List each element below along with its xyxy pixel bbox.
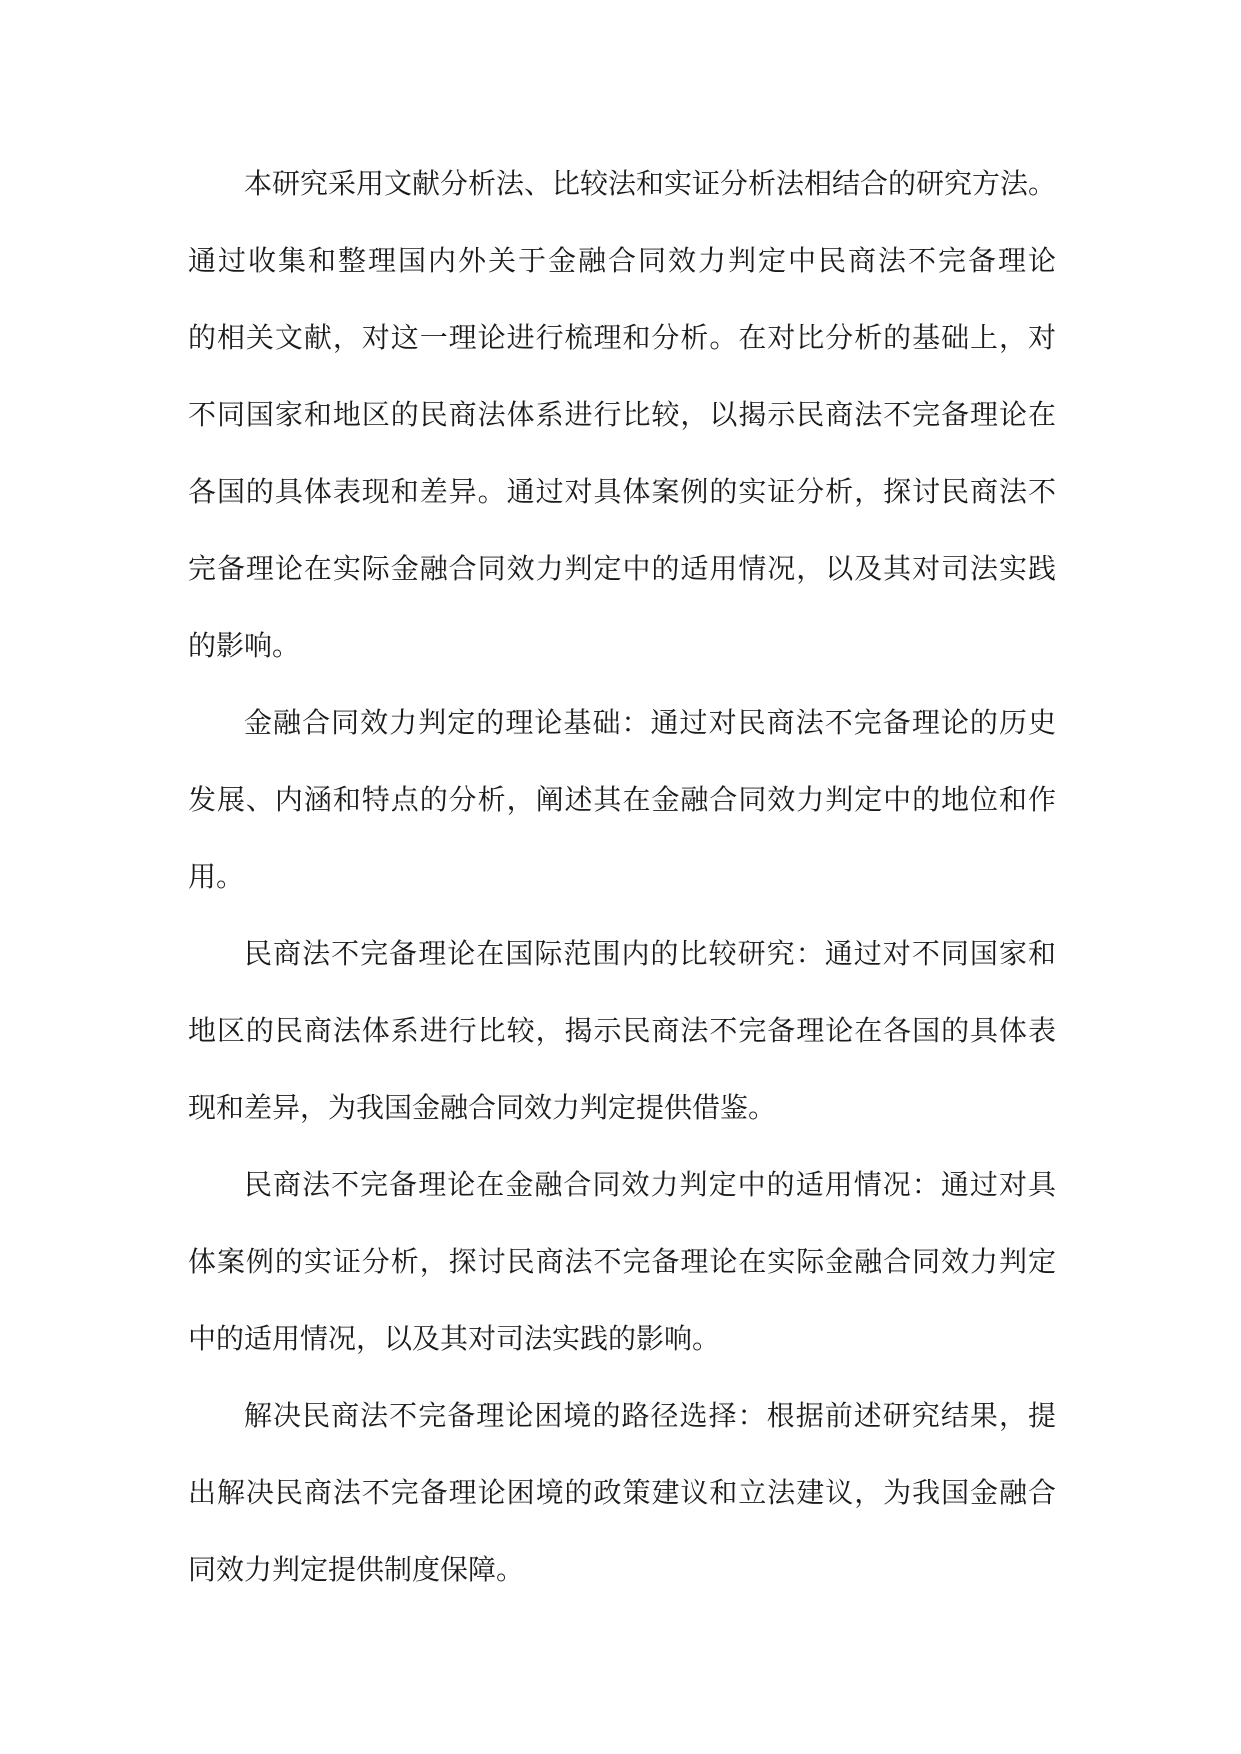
paragraph-line: 现和差异，为我国金融合同效力判定提供借鉴。 — [188, 1091, 777, 1124]
paragraph-line: 民商法不完备理论在国际范围内的比较研究：通过对不同国家和 — [244, 937, 1056, 970]
paragraph-line: 中的适用情况，以及其对司法实践的影响。 — [188, 1322, 721, 1355]
paragraph-line: 用。 — [188, 860, 245, 893]
paragraph-line: 通过收集和整理国内外关于金融合同效力判定中民商法不完备理论 — [188, 244, 1056, 277]
paragraph-line: 的相关文献，对这一理论进行梳理和分析。在对比分析的基础上，对 — [188, 321, 1056, 354]
paragraph-line: 出解决民商法不完备理论困境的政策建议和立法建议，为我国金融合 — [188, 1476, 1056, 1509]
paragraph-line: 同效力判定提供制度保障。 — [188, 1553, 525, 1586]
paragraph-theoretical-basis — [188, 684, 1056, 915]
paragraph-application — [188, 1146, 1056, 1377]
document-body — [188, 145, 1056, 1608]
paragraph-line: 的影响。 — [188, 629, 301, 662]
paragraph-international-comparison — [188, 915, 1056, 1146]
paragraph-line: 发展、内涵和特点的分析，阐述其在金融合同效力判定中的地位和作 — [188, 783, 1056, 816]
paragraph-line: 本研究采用文献分析法、比较法和实证分析法相结合的研究方法。 — [244, 167, 1057, 200]
paragraph-line: 解决民商法不完备理论困境的路径选择：根据前述研究结果，提 — [244, 1399, 1056, 1432]
paragraph-research-methods — [188, 145, 1056, 684]
paragraph-line: 金融合同效力判定的理论基础：通过对民商法不完备理论的历史 — [244, 706, 1056, 739]
paragraph-line: 不同国家和地区的民商法体系进行比较，以揭示民商法不完备理论在 — [188, 398, 1056, 431]
paragraph-solution-path — [188, 1377, 1056, 1608]
paragraph-line: 民商法不完备理论在金融合同效力判定中的适用情况：通过对具 — [244, 1168, 1056, 1201]
paragraph-line: 完备理论在实际金融合同效力判定中的适用情况，以及其对司法实践 — [188, 552, 1056, 585]
paragraph-line: 地区的民商法体系进行比较，揭示民商法不完备理论在各国的具体表 — [188, 1014, 1056, 1047]
paragraph-line: 体案例的实证分析，探讨民商法不完备理论在实际金融合同效力判定 — [188, 1245, 1056, 1278]
paragraph-line: 各国的具体表现和差异。通过对具体案例的实证分析，探讨民商法不 — [188, 475, 1056, 508]
